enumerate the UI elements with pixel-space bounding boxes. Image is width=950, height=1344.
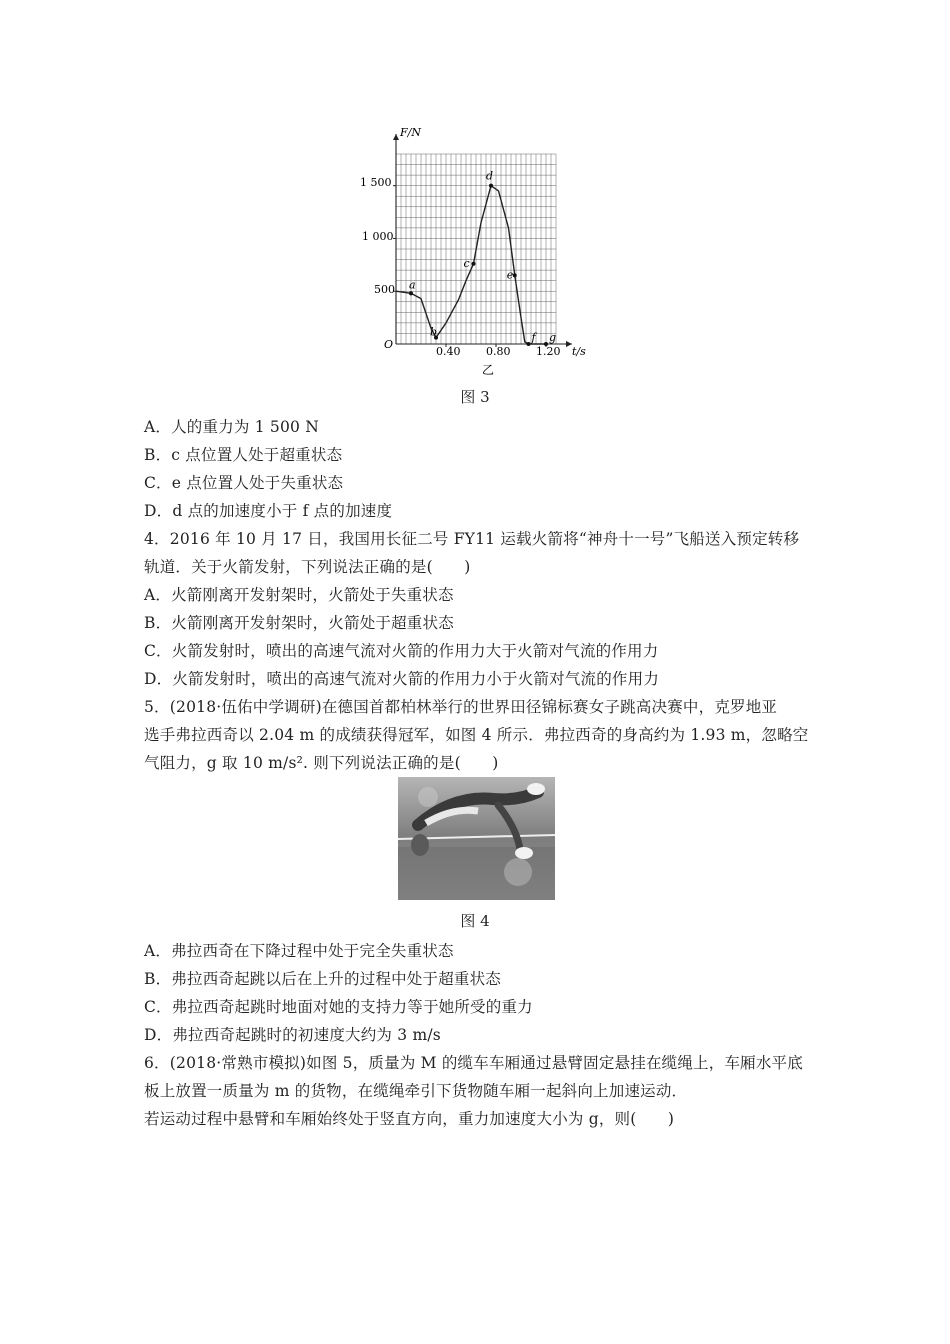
y-tick-1500: 1 500 (360, 176, 392, 189)
q5-option-a: A．弗拉西奇在下降过程中处于完全失重状态 (144, 942, 454, 960)
point-a (409, 291, 413, 295)
x-tick-040: 0.40 (436, 345, 461, 358)
q5-stem-line-1: 5．(2018·伍佑中学调研)在德国首都柏林举行的世界田径锦标赛女子跳高决赛中，克罗地亚 (144, 698, 778, 716)
y-tick-1000: 1 000 (362, 230, 394, 243)
point-e (513, 273, 517, 277)
q4-option-a: A．火箭刚离开发射架时，火箭处于失重状态 (144, 586, 454, 604)
q3-option-a: A．人的重力为 1 500 N (144, 418, 319, 436)
q4-stem-line-2: 轨道．关于火箭发射，下列说法正确的是( ) (144, 558, 471, 576)
y-axis-label: F/N (400, 126, 421, 139)
q6-stem-line-3: 若运动过程中悬臂和车厢始终处于竖直方向，重力加速度大小为 g，则( ) (144, 1110, 675, 1128)
q3-option-d: D．d 点的加速度小于 f 点的加速度 (144, 502, 393, 520)
figure-3-caption: 图 3 (460, 388, 490, 406)
x-axis-label: t/s (572, 345, 586, 358)
y-tick-500: 500 (374, 283, 395, 296)
point-label-a: a (409, 278, 416, 292)
point-label-d: d (486, 169, 494, 183)
force-time-graph (360, 122, 600, 382)
point-label-b: b (430, 325, 438, 339)
figure-4-caption: 图 4 (460, 912, 490, 930)
q6-stem-line-1: 6．(2018·常熟市模拟)如图 5，质量为 M 的缆车车厢通过悬臂固定悬挂在缆绳上，车厢水平底 (144, 1054, 803, 1072)
point-c (472, 262, 476, 266)
point-d (489, 184, 493, 188)
q3-option-c: C．e 点位置人处于失重状态 (144, 474, 344, 492)
q4-option-d: D．火箭发射时，喷出的高速气流对火箭的作用力小于火箭对气流的作用力 (144, 670, 660, 688)
q3-option-b: B．c 点位置人处于超重状态 (144, 446, 343, 464)
x-tick-080: 0.80 (486, 345, 511, 358)
q5-stem-line-3: 气阻力，g 取 10 m/s². 则下列说法正确的是( ) (144, 754, 499, 772)
q5-option-c: C．弗拉西奇起跳时地面对她的支持力等于她所受的重力 (144, 998, 533, 1016)
point-f (527, 342, 531, 346)
q4-option-b: B．火箭刚离开发射架时，火箭处于超重状态 (144, 614, 454, 632)
q5-option-b: B．弗拉西奇起跳以后在上升的过程中处于超重状态 (144, 970, 501, 988)
point-label-e: e (506, 268, 514, 282)
x-tick-120: 1.20 (536, 345, 561, 358)
q5-stem-line-2: 选手弗拉西奇以 2.04 m 的成绩获得冠军，如图 4 所示．弗拉西奇的身高约为 1.93 m，忽略空 (144, 726, 809, 744)
graph-axes (393, 134, 572, 347)
q4-option-c: C．火箭发射时，喷出的高速气流对火箭的作用力大于火箭对气流的作用力 (144, 642, 659, 660)
sub-caption: 乙 (482, 363, 495, 377)
y-axis-arrow (393, 134, 399, 140)
point-label-c: c (463, 256, 470, 270)
q4-stem-line-1: 4．2016 年 10 月 17 日，我国用长征二号 FY11 运载火箭将“神舟十一号”飞船送入预定转移 (144, 530, 800, 548)
q6-stem-line-2: 板上放置一质量为 m 的货物，在缆绳牵引下货物随车厢一起斜向上加速运动． (144, 1082, 688, 1100)
point-label-g: g (549, 331, 557, 344)
high-jump-photo (398, 777, 555, 900)
point-label-f: f (531, 331, 536, 344)
q5-option-d: D．弗拉西奇起跳时的初速度大约为 3 m/s (144, 1026, 441, 1044)
origin-label: O (384, 338, 394, 351)
